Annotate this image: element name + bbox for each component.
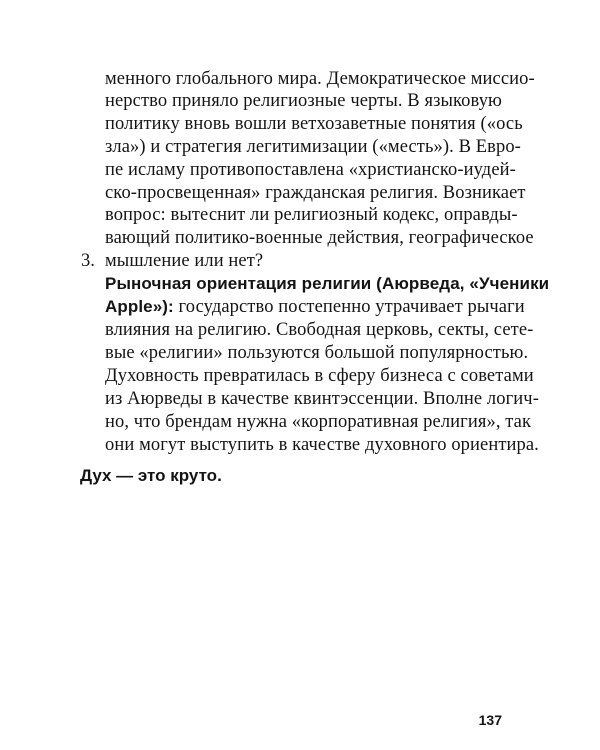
page-number: 137: [478, 712, 502, 728]
text-line: мышление или нет?: [105, 251, 264, 271]
text-line: политику вновь вошли ветхозаветные понятия («ось: [105, 114, 523, 134]
text-line: нерство приняло религиозные черты. В языковую: [105, 91, 502, 111]
text-line: ско-просвещенная» гражданская религия. Возникает: [105, 183, 526, 203]
list-item-number: 3.: [81, 251, 95, 271]
closing-statement: Дух — это круто.: [80, 466, 222, 485]
list-item-heading: Рыночная ориентация религии (Аюрведа, «Ученики: [105, 274, 550, 293]
list-item-text: государство постепенно утрачивает рычаги: [173, 297, 525, 317]
text-line: вающий политико-военные действия, географическое: [105, 228, 534, 248]
list-item-heading-continuation: [105, 296, 525, 318]
text-line: пе исламу противопоставлена «христианско-иудей-: [105, 160, 516, 180]
text-line: Духовность превратилась в сферу бизнеса с советами: [105, 366, 534, 386]
text-line: вопрос: вытеснит ли религиозный кодекс, оправды-: [105, 205, 518, 225]
text-line: менного глобального мира. Демократическое миссио-: [105, 69, 535, 89]
text-line: зла») и стратегия легитимизации («месть»). В Евро-: [105, 137, 521, 157]
text-line: они могут выступить в качестве духовного ориентира.: [105, 435, 539, 455]
text-line: из Аюрведы в качестве квинтэссенции. Вполне логич-: [105, 389, 539, 409]
text-line: но, что брендам нужна «корпоративная религия», так: [105, 412, 532, 432]
text-line: влияния на религию. Свободная церковь, секты, сете-: [105, 320, 534, 340]
text-line: вые «религии» пользуются большой популярностью.: [105, 343, 529, 363]
list-item-heading-end: Apple»):: [105, 297, 174, 316]
